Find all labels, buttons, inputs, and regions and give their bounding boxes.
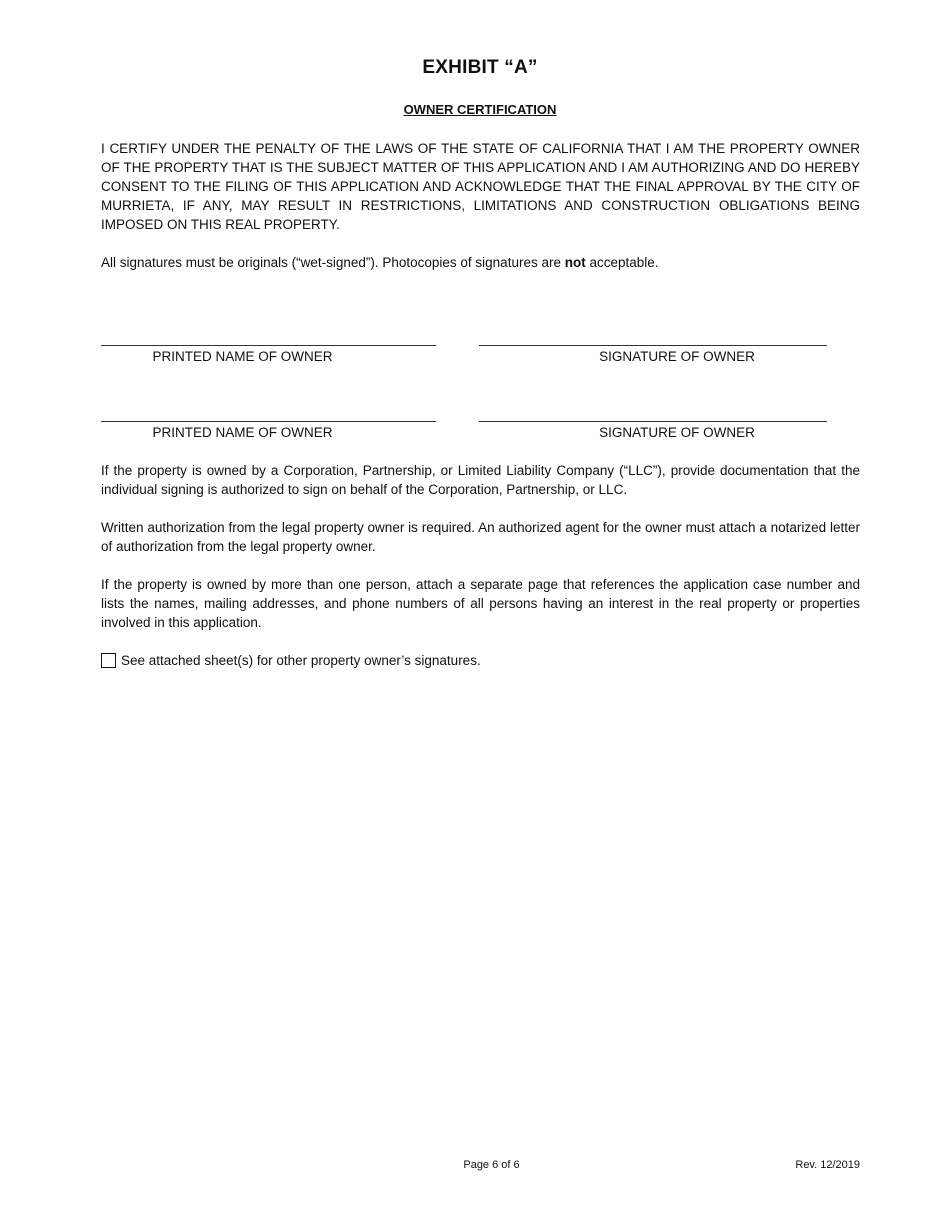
- signature-note-emphasis: not: [564, 255, 586, 270]
- printed-name-line[interactable]: [101, 345, 436, 346]
- section-heading: OWNER CERTIFICATION: [403, 102, 557, 117]
- signature-line[interactable]: [479, 421, 827, 422]
- printed-name-label: PRINTED NAME OF OWNER: [152, 349, 333, 364]
- other-owners-checkbox-row[interactable]: [101, 651, 481, 670]
- signature-line[interactable]: [479, 345, 827, 346]
- certification-paragraph: I CERTIFY UNDER THE PENALTY OF THE LAWS OF THE STATE OF CALIFORNIA THAT I AM THE PROPERTY OWNER OF THE PROPERTY THAT IS THE SUBJECT MATTER OF THIS APPLICATION AND I AM AUTHORIZING AND DO HEREBY CONSENT TO THE FILING OF THIS APPLICATION AND ACKNOWLEDGE THAT THE FINAL APPROVAL BY THE CITY OF MURRIETA, IF ANY, MAY RESULT IN RESTRICTIONS, LIMITATIONS AND CONSTRUCTION OBLIGATIONS BEING IMPOSED ON THIS REAL PROPERTY.: [101, 141, 860, 232]
- multiple-owner-paragraph: If the property is owned by more than one person, attach a separate page that references the application case number and lists the names, mailing addresses, and phone numbers of all persons having an interest in the real property or properties involved in this application.: [101, 577, 860, 630]
- corporation-paragraph: If the property is owned by a Corporation, Partnership, or Limited Liability Company (“LLC”), provide documentation that the individual signing is authorized to sign on behalf of the Corporation, Partnership, or LLC.: [101, 463, 860, 497]
- page-number: Page 6 of 6: [463, 1159, 520, 1171]
- signature-note-text: All signatures must be originals (“wet-signed”). Photocopies of signatures are: [101, 255, 565, 270]
- exhibit-title: EXHIBIT “A”: [422, 57, 538, 78]
- signature-note-text-end: acceptable.: [585, 255, 659, 270]
- printed-name-line[interactable]: [101, 421, 436, 422]
- revision-date: Rev. 12/2019: [795, 1159, 860, 1171]
- other-owners-checkbox-label: See attached sheet(s) for other property owner’s signatures.: [121, 653, 481, 668]
- signature-note-paragraph: [101, 253, 860, 272]
- other-owners-checkbox[interactable]: [101, 653, 116, 668]
- signature-label: SIGNATURE OF OWNER: [599, 425, 755, 440]
- printed-name-label: PRINTED NAME OF OWNER: [152, 425, 333, 440]
- signature-label: SIGNATURE OF OWNER: [599, 349, 755, 364]
- authorization-paragraph: Written authorization from the legal property owner is required. An authorized agent for the owner must attach a notarized letter of authorization from the legal property owner.: [101, 520, 860, 554]
